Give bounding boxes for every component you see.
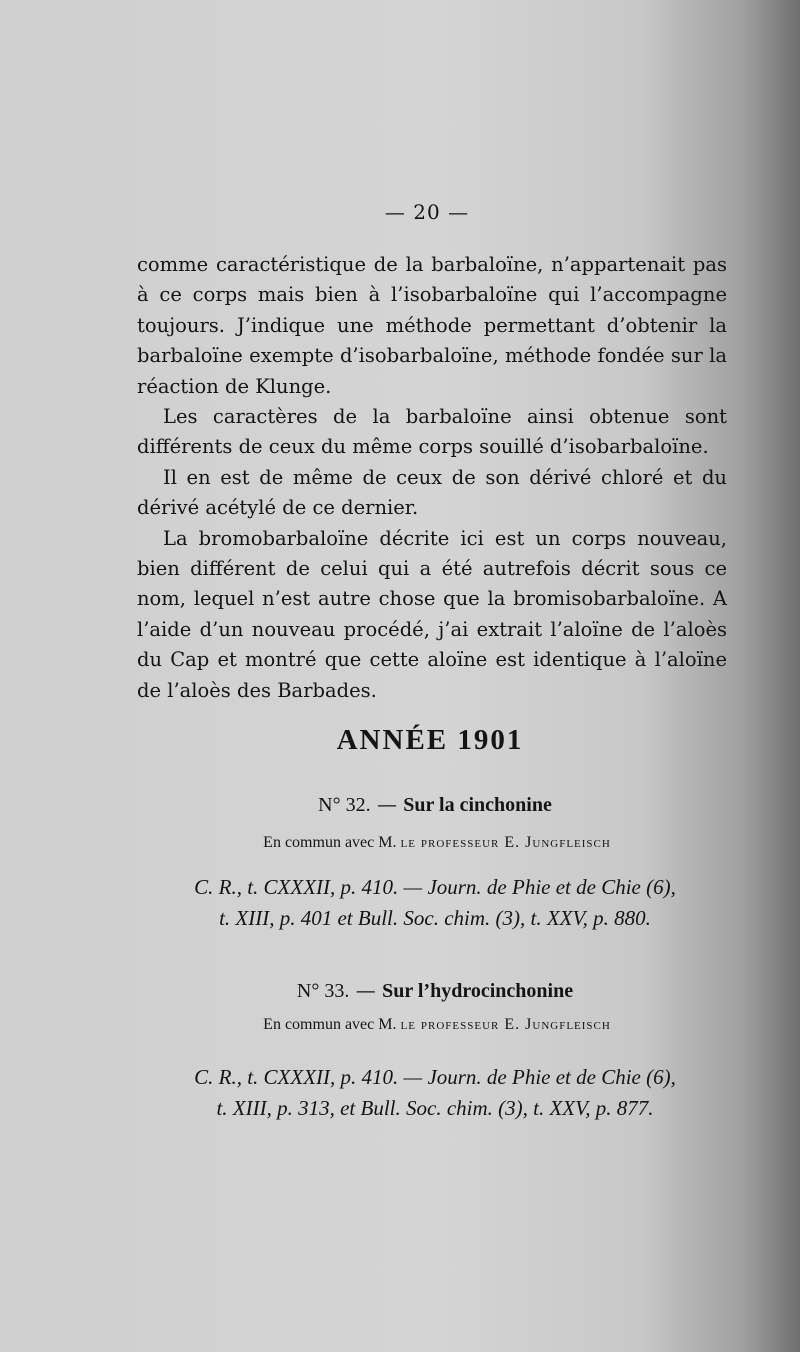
entry-title	[0, 792, 800, 817]
coauthor-line	[0, 834, 800, 852]
coauthor-prefix: En commun avec M.	[263, 834, 397, 851]
reference-line: C. R., t. CXXXII, p. 410. — Journ. de Phie et de Chie (6),	[194, 875, 676, 899]
paragraph: Il en est de même de ceux de son dérivé chloré et du dérivé acétylé de ce dernier.	[137, 465, 727, 520]
paragraph: La bromobarbaloïne décrite ici est un corps nouveau, bien différent de celui qui a été autrefois décrit sous ce nom, lequel n’est autre chose que la bromisobarbaloïne. A l’aide d’un nouveau procédé, j’ai extrait l’aloïne de l’aloès du Cap et montré que cette aloïne est identique à l’aloïne de l’aloès des Barbades.	[137, 526, 727, 702]
reference	[0, 872, 800, 934]
reference-line: t. XIII, p. 313, et Bull. Soc. chim. (3), t. XXV, p. 877.	[216, 1096, 654, 1120]
coauthor-name: le professeur E. Jungfleisch	[400, 834, 611, 851]
entry-number: N° 32.	[318, 794, 371, 816]
coauthor-prefix: En commun avec M.	[263, 1016, 397, 1033]
entry-heading: Sur l’hydrocinchonine	[382, 980, 574, 1002]
entry-number: N° 33.	[296, 980, 350, 1002]
entry-title	[0, 978, 800, 1003]
entry-dash: —	[376, 792, 397, 816]
coauthor-line	[0, 1016, 800, 1034]
paragraph: comme caractéristique de la barbaloïne, n’appartenait pas à ce corps mais bien à l’isobarbaloïne qui l’accompagne toujours. J’indique une méthode permettant d’obtenir la barbaloïne exempte d’isobarbaloïne, méthode fondée sur la réaction de Klunge.	[137, 253, 727, 398]
body-text	[137, 250, 727, 706]
section-title: ANNÉE 1901	[336, 724, 524, 756]
page-number: — 20 —	[384, 200, 470, 224]
entry-dash: —	[355, 978, 376, 1002]
coauthor-name: le professeur E. Jungfleisch	[400, 1016, 611, 1033]
reference-line: C. R., t. CXXXII, p. 410. — Journ. de Phie et de Chie (6),	[194, 1065, 676, 1089]
paragraph: Les caractères de la barbaloïne ainsi obtenue sont différents de ceux du même corps souillé d’isobarbaloïne.	[137, 405, 727, 459]
entry-heading: Sur la cinchonine	[403, 794, 552, 816]
reference	[0, 1062, 800, 1124]
reference-line: t. XIII, p. 401 et Bull. Soc. chim. (3), t. XXV, p. 880.	[219, 906, 651, 930]
